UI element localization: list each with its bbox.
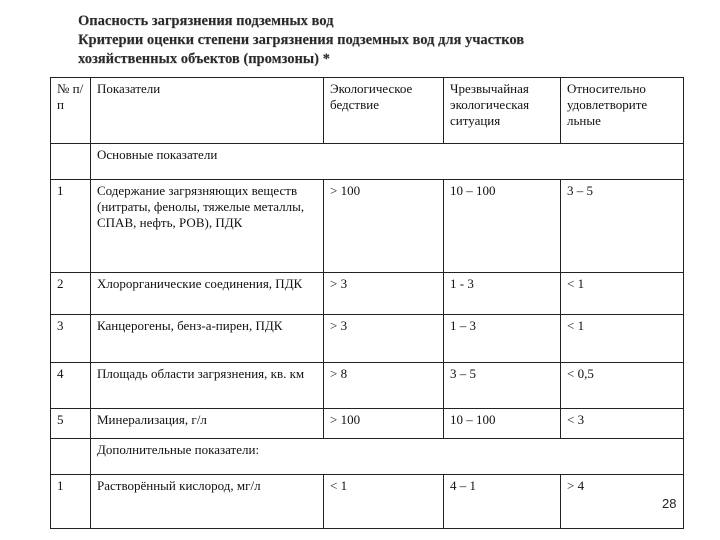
title-line-2: Критерии оценки степени загрязнения подземных вод для участков [78, 32, 525, 48]
document-title [78, 12, 678, 69]
page-number: 28 [662, 496, 677, 511]
title-line-1: Опасность загрязнения подземных вод [78, 13, 334, 29]
header-ecological-disaster: Экологическое бедствие [324, 78, 444, 144]
row-indicator: Минерализация, г/л [91, 409, 324, 439]
row-indicator: Хлорорганические соединения, ПДК [91, 273, 324, 315]
row-indicator: Растворённый кислород, мг/л [91, 475, 324, 529]
table-header-row [51, 78, 684, 144]
row-num: 1 [51, 180, 91, 273]
row-disaster: > 100 [324, 409, 444, 439]
row-disaster: > 100 [324, 180, 444, 273]
criteria-table [50, 77, 684, 529]
table-row [51, 409, 684, 439]
row-indicator: Содержание загрязняющих веществ (нитраты, фенолы, тяжелые металлы, СПАВ, нефть, РОВ), ПДК [91, 180, 324, 273]
row-indicator: Канцерогены, бенз-а-пирен, ПДК [91, 315, 324, 363]
table-row [51, 315, 684, 363]
row-emergency: 10 – 100 [444, 180, 561, 273]
table-row [51, 273, 684, 315]
row-satisfactory: < 0,5 [561, 363, 684, 409]
row-disaster: > 3 [324, 315, 444, 363]
row-indicator: Площадь области загрязнения, кв. км [91, 363, 324, 409]
header-satisfactory: Относительно удовлетворите льные [561, 78, 684, 144]
row-num: 1 [51, 475, 91, 529]
table-row [51, 475, 684, 529]
table-row [51, 363, 684, 409]
row-satisfactory: < 3 [561, 409, 684, 439]
row-emergency: 4 – 1 [444, 475, 561, 529]
header-emergency: Чрезвычайная экологическая ситуация [444, 78, 561, 144]
section-row-main [51, 144, 684, 180]
row-emergency: 1 - 3 [444, 273, 561, 315]
row-emergency: 10 – 100 [444, 409, 561, 439]
row-num: 2 [51, 273, 91, 315]
header-indicator: Показатели [91, 78, 324, 144]
row-satisfactory: > 4 [561, 475, 684, 529]
row-num: 4 [51, 363, 91, 409]
row-emergency: 1 – 3 [444, 315, 561, 363]
section-row-extra [51, 439, 684, 475]
row-num: 3 [51, 315, 91, 363]
row-satisfactory: 3 – 5 [561, 180, 684, 273]
row-satisfactory: < 1 [561, 273, 684, 315]
row-disaster: > 3 [324, 273, 444, 315]
row-emergency: 3 – 5 [444, 363, 561, 409]
section-main-label: Основные показатели [91, 144, 684, 180]
section-extra-label: Дополнительные показатели: [91, 439, 684, 475]
title-line-3: хозяйственных объектов (промзоны) * [78, 51, 330, 67]
table-row [51, 180, 684, 273]
row-disaster: > 8 [324, 363, 444, 409]
header-num: № п/п [51, 78, 91, 144]
row-disaster: < 1 [324, 475, 444, 529]
row-num: 5 [51, 409, 91, 439]
row-satisfactory: < 1 [561, 315, 684, 363]
